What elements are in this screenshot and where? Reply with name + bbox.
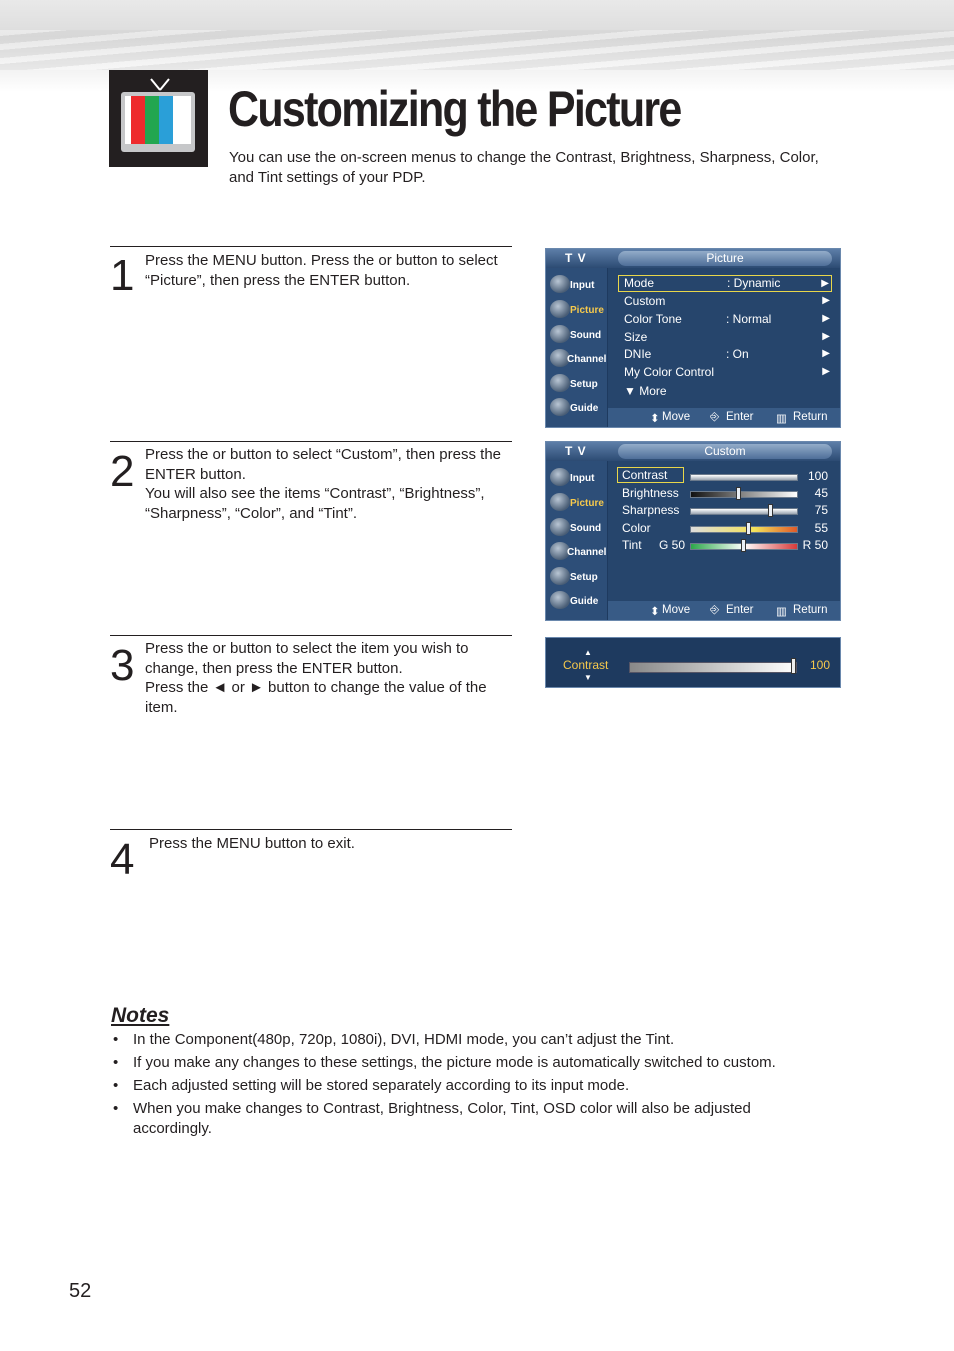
enter-icon: ⎆	[710, 411, 720, 423]
sidebar-item-input: Input	[548, 273, 606, 295]
step-3-number: 3	[110, 641, 135, 690]
notes-title: Notes	[111, 1004, 170, 1027]
move-icon: ⬍	[650, 606, 660, 618]
sidebar-item-channel: Channel	[548, 540, 606, 562]
setup-icon	[550, 567, 570, 585]
picture-icon	[550, 300, 570, 318]
brightness-track	[690, 491, 798, 498]
sharpness-track	[690, 508, 798, 515]
osd-row-brightness: Brightness 45	[622, 486, 828, 500]
sidebar-item-picture: Picture	[548, 298, 606, 320]
osd-row-more: ▼ More	[624, 384, 667, 398]
return-icon: ▥	[776, 606, 787, 618]
sidebar-item-picture: Picture	[548, 491, 606, 513]
sidebar-item-guide: Guide	[548, 396, 606, 418]
setup-icon	[550, 374, 570, 392]
input-icon	[550, 275, 570, 293]
step-4-text: Press the MENU button to exit.	[149, 835, 355, 852]
note-item: • In the Component(480p, 720p, 1080i), DVI, HDMI mode, you can’t adjust the Tint.	[111, 1030, 831, 1050]
osd-title: Custom	[618, 444, 832, 459]
guide-icon	[550, 398, 570, 416]
sound-icon	[550, 325, 570, 343]
contrast-track	[629, 662, 797, 673]
color-knob	[746, 522, 751, 535]
return-icon: ▥	[776, 413, 787, 425]
osd-tv-label: T V	[565, 444, 587, 458]
step-1-text: Press the MENU button. Press the or button to select “Picture”, then press the ENTER button.	[145, 252, 498, 289]
osd-row-contrast: Contrast 100	[622, 468, 832, 485]
osd-row-dnie: DNIe : On ▶	[624, 347, 830, 361]
osd-sidebar	[546, 249, 607, 427]
picture-icon	[550, 493, 570, 511]
color-track	[690, 526, 798, 533]
step-3-rule	[110, 635, 512, 636]
osd-footer: ⬍ Move ⎆ Enter ▥ Return	[608, 408, 840, 427]
sidebar-item-sound: Sound	[548, 323, 606, 345]
down-arrow-icon: ▼	[584, 673, 592, 682]
guide-icon	[550, 591, 570, 609]
sidebar-item-channel: Channel	[548, 347, 606, 369]
note-item: • When you make changes to Contrast, Brightness, Color, Tint, OSD color will also be adjusted accordingly.	[111, 1099, 831, 1138]
sharpness-knob	[768, 504, 773, 517]
note-item: • Each adjusted setting will be stored separately according to its input mode.	[111, 1076, 831, 1096]
osd-row-color: Color 55	[622, 521, 828, 535]
step-2-rule	[110, 441, 512, 442]
osd-row-custom: Custom ▶	[624, 294, 830, 308]
osd-row-tint: Tint G 50 R 50	[622, 538, 828, 552]
contrast-label: Contrast	[563, 658, 609, 672]
step-4-number: 4	[110, 835, 135, 884]
osd-title: Picture	[618, 251, 832, 266]
sidebar-item-setup: Setup	[548, 565, 606, 587]
osd-sidebar	[546, 442, 607, 620]
tint-knob	[741, 539, 746, 552]
osd-row-my-color-control: My Color Control ▶	[624, 365, 830, 379]
step-2-number: 2	[110, 447, 135, 496]
step-3-text: Press the or button to select the item you wish to change, then press the ENTER button. Press the ◄ or ► button to change the value of the item.	[145, 640, 487, 716]
osd-row-color-tone: Color Tone : Normal ▶	[624, 312, 830, 326]
sound-icon	[550, 518, 570, 536]
page-number: 52	[69, 1280, 92, 1302]
sidebar-item-sound: Sound	[548, 516, 606, 538]
note-item: • If you make any changes to these settings, the picture mode is automatically switched to custom.	[111, 1053, 831, 1073]
osd-row-sharpness: Sharpness 75	[622, 503, 828, 517]
osd-tv-label: T V	[565, 251, 587, 265]
input-icon	[550, 468, 570, 486]
contrast-track	[690, 474, 798, 481]
osd-contrast-adjuster	[545, 637, 841, 688]
step-1-rule	[110, 246, 512, 247]
osd-picture-menu	[545, 248, 841, 428]
tv-icon	[109, 70, 208, 167]
sidebar-item-input: Input	[548, 466, 606, 488]
sidebar-item-guide: Guide	[548, 589, 606, 611]
move-icon: ⬍	[650, 413, 660, 425]
antenna-icon	[149, 78, 171, 92]
contrast-value: 100	[809, 658, 830, 672]
contrast-knob	[791, 658, 796, 674]
step-1-number: 1	[110, 251, 135, 300]
osd-header	[546, 249, 840, 268]
osd-header	[546, 442, 840, 461]
page-subtitle: You can use the on-screen menus to change the Contrast, Brightness, Sharpness, Color, and Tint settings of your PDP.	[229, 149, 819, 186]
step-4-rule	[110, 829, 512, 830]
enter-icon: ⎆	[710, 604, 720, 616]
notes-list	[111, 1030, 831, 1142]
sidebar-item-setup: Setup	[548, 372, 606, 394]
brightness-knob	[736, 487, 741, 500]
up-arrow-icon: ▲	[584, 648, 592, 657]
osd-row-size: Size ▶	[624, 330, 830, 344]
osd-custom-menu	[545, 441, 841, 621]
page-title: Customizing the Picture	[228, 81, 681, 137]
osd-footer: ⬍ Move ⎆ Enter ▥ Return	[608, 601, 840, 620]
step-2-text: Press the or button to select “Custom”, then press the ENTER button. You will also see the items “Contrast”, “Brightness”, “Sharpness”, “Color”, and “Tint”.	[145, 446, 502, 522]
osd-row-mode: Mode : Dynamic ▶	[618, 275, 832, 292]
tv-screen	[125, 96, 191, 144]
